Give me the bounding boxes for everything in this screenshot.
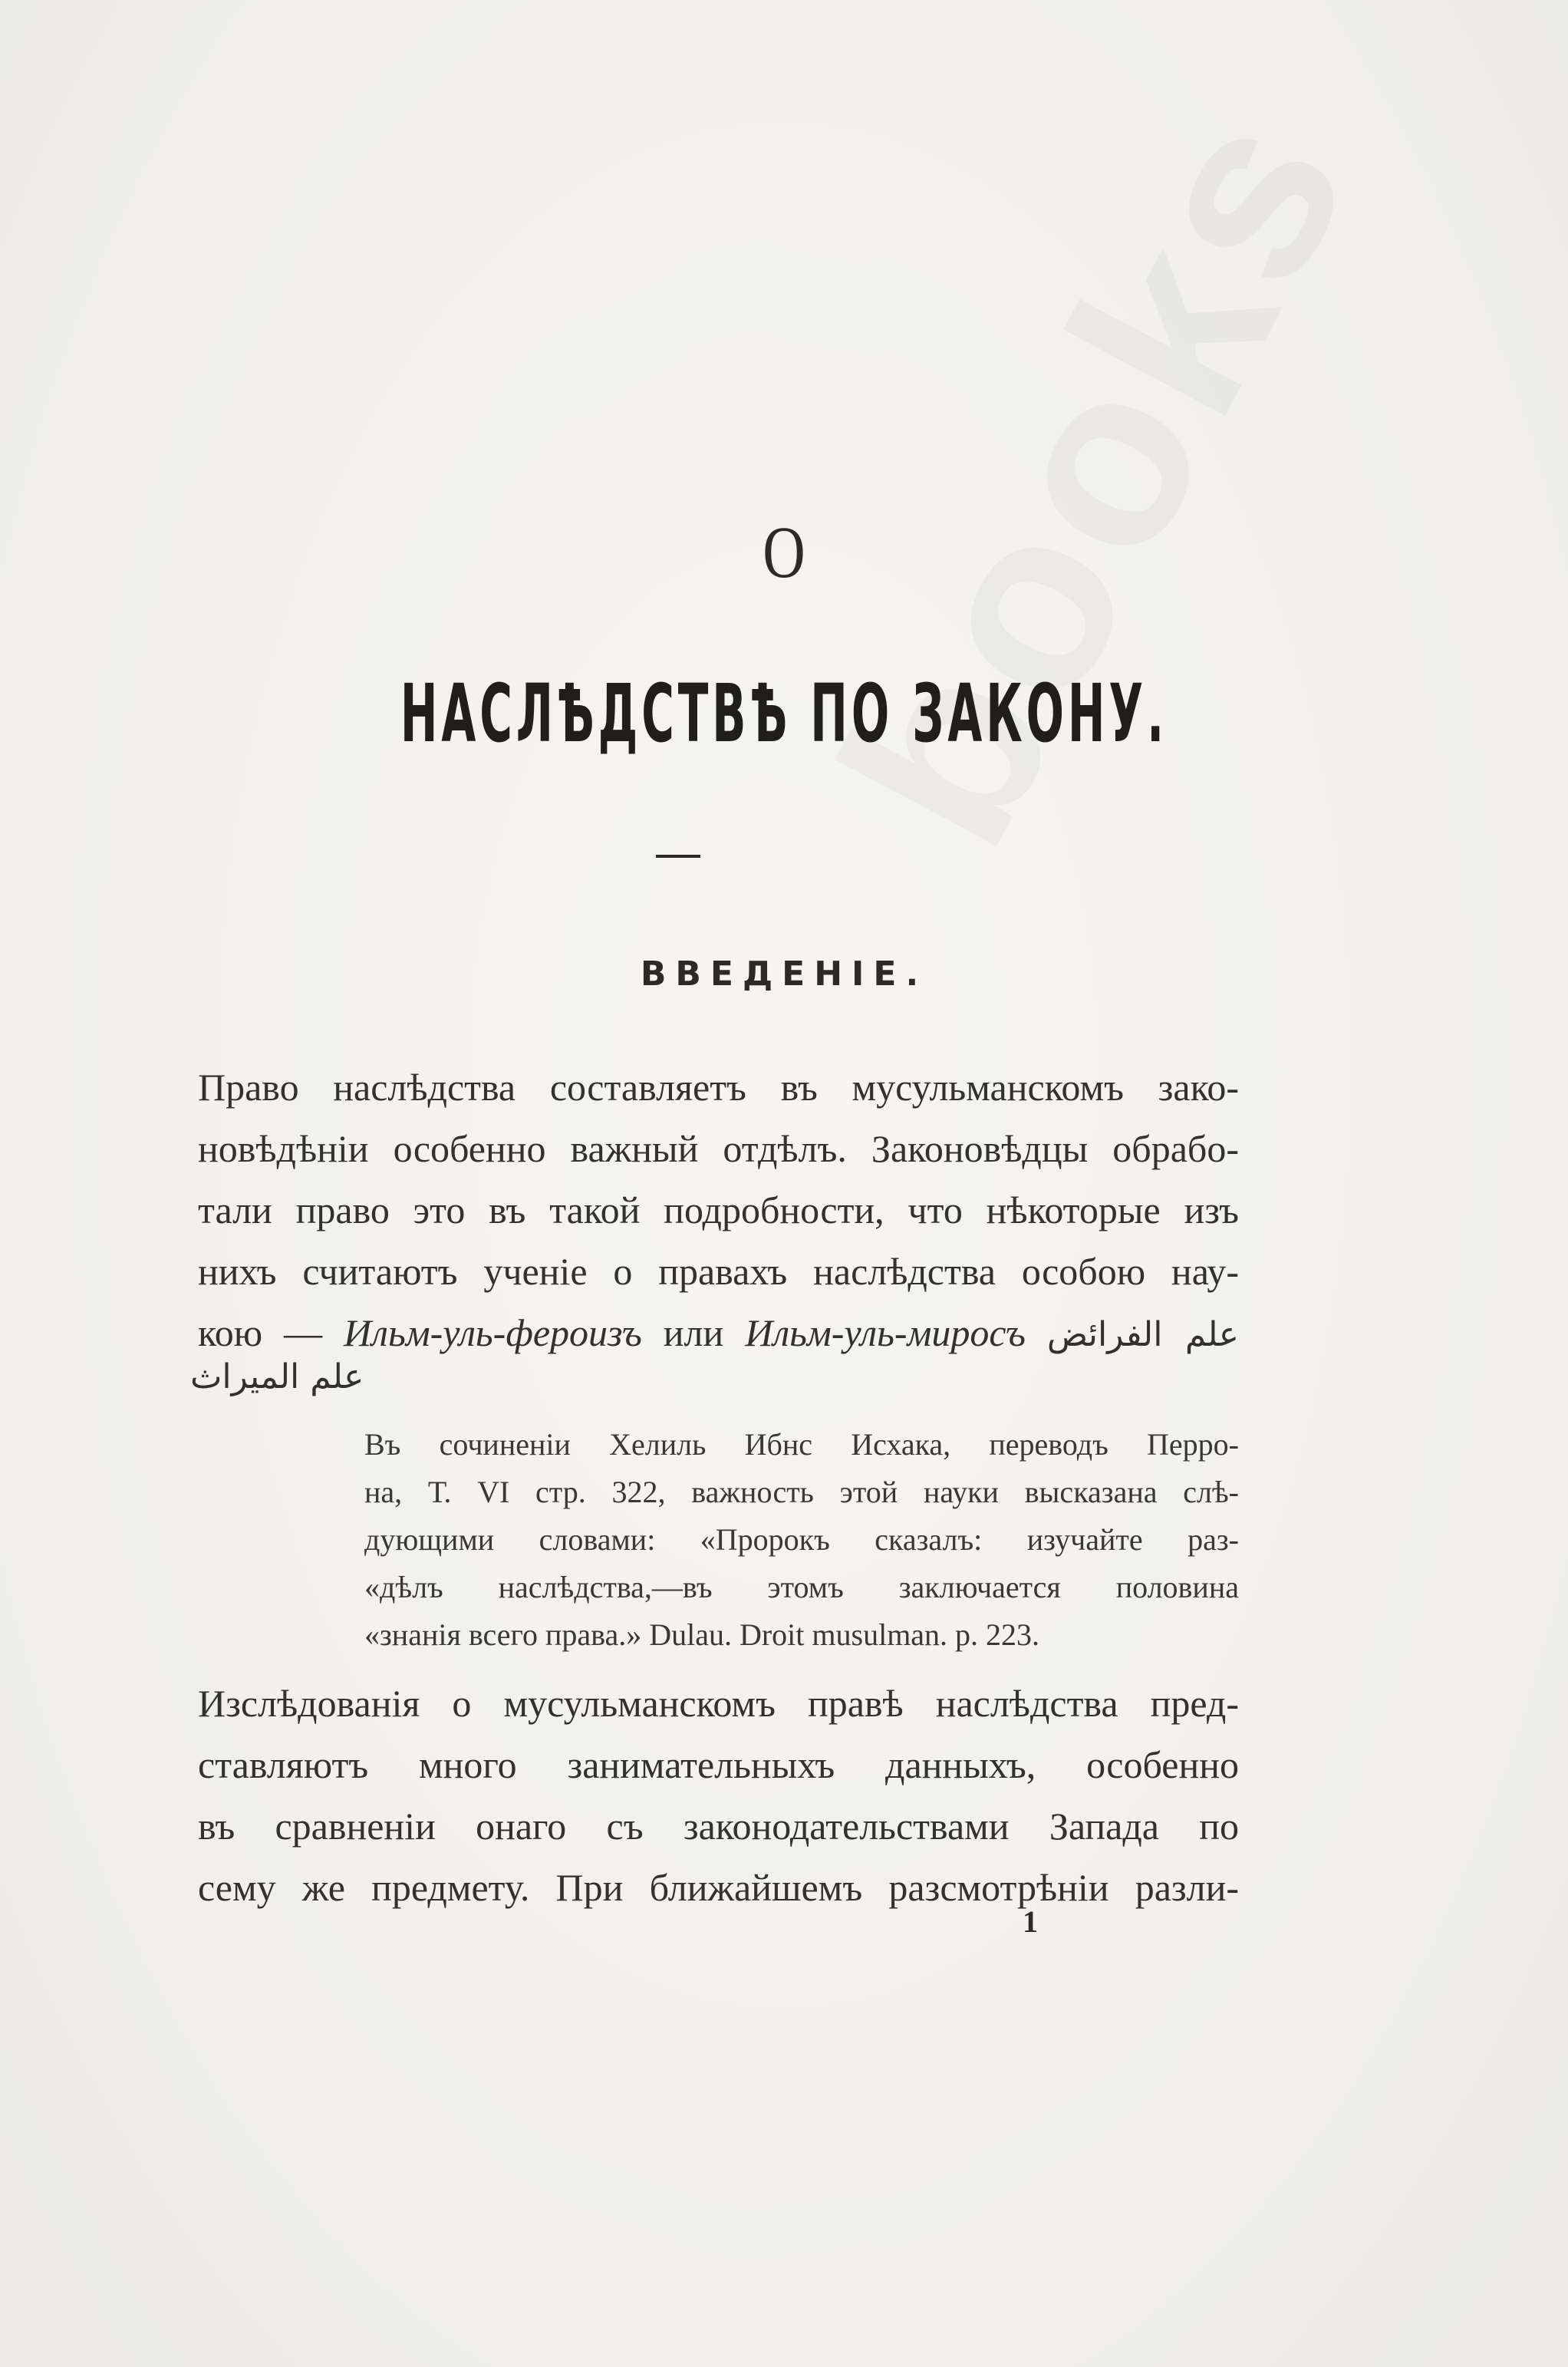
- term-ilm-ul-miros: Ильм-уль-миросъ: [745, 1311, 1026, 1354]
- paragraph2-line: Изслѣдованія о мусульманскомъ правѣ наслѣдства пред-: [198, 1682, 1239, 1725]
- footnote-line: «знанія всего права.» Dulau. Droit musulman. p. 223.: [364, 1617, 1040, 1652]
- paragraph2-line: въ сравненіи онаго съ законодательствами Запада по: [198, 1805, 1239, 1848]
- arabic-term: علم الفرائض: [1046, 1315, 1239, 1354]
- page-number: 1: [1023, 1904, 1038, 1939]
- arabic-term-2: علم الميراث: [190, 1357, 364, 1396]
- paragraph1-line: Право наслѣдства составляетъ въ мусульманскомъ зако-: [198, 1066, 1239, 1109]
- footnote-line: дующими словами: «Пророкъ сказалъ: изучайте раз-: [364, 1522, 1239, 1557]
- footnote-line: на, Т. VI стр. 322, важность этой науки высказана слѣ-: [364, 1475, 1239, 1509]
- title-divider: [656, 855, 700, 858]
- paragraph2-line: сему же предмету. При ближайшемъ разсмотрѣніи разли-: [198, 1866, 1239, 1909]
- text-fragment: кою —: [198, 1311, 323, 1354]
- section-heading: ВВЕДЕНІЕ.: [640, 954, 928, 994]
- term-ilm-ul-feroiz: Ильм-уль-фероизъ: [344, 1311, 642, 1354]
- paragraph1-line: тали право это въ такой подробности, что нѣкоторые изъ: [198, 1188, 1239, 1231]
- paragraph1-line: нихъ считаютъ ученіе о правахъ наслѣдства особою нау-: [198, 1250, 1239, 1293]
- footnote-line: Въ сочиненіи Хелиль Ибнс Исхака, переводъ Перро-: [364, 1427, 1239, 1462]
- title-prefix: О: [763, 511, 805, 593]
- paragraph1-line: новѣдѣніи особенно важный отдѣлъ. Законовѣдцы обрабо-: [198, 1127, 1239, 1170]
- paragraph2-line: ставляютъ много занимательныхъ данныхъ, особенно: [198, 1743, 1239, 1786]
- watermark: [782, 60, 1408, 889]
- footnote-line: «дѣлъ наслѣдства,—въ этомъ заключается половина: [364, 1570, 1239, 1604]
- page-title: НАСЛѢДСТВѢ ПО ЗАКОНУ.: [400, 667, 1168, 760]
- text-fragment: или: [663, 1311, 724, 1354]
